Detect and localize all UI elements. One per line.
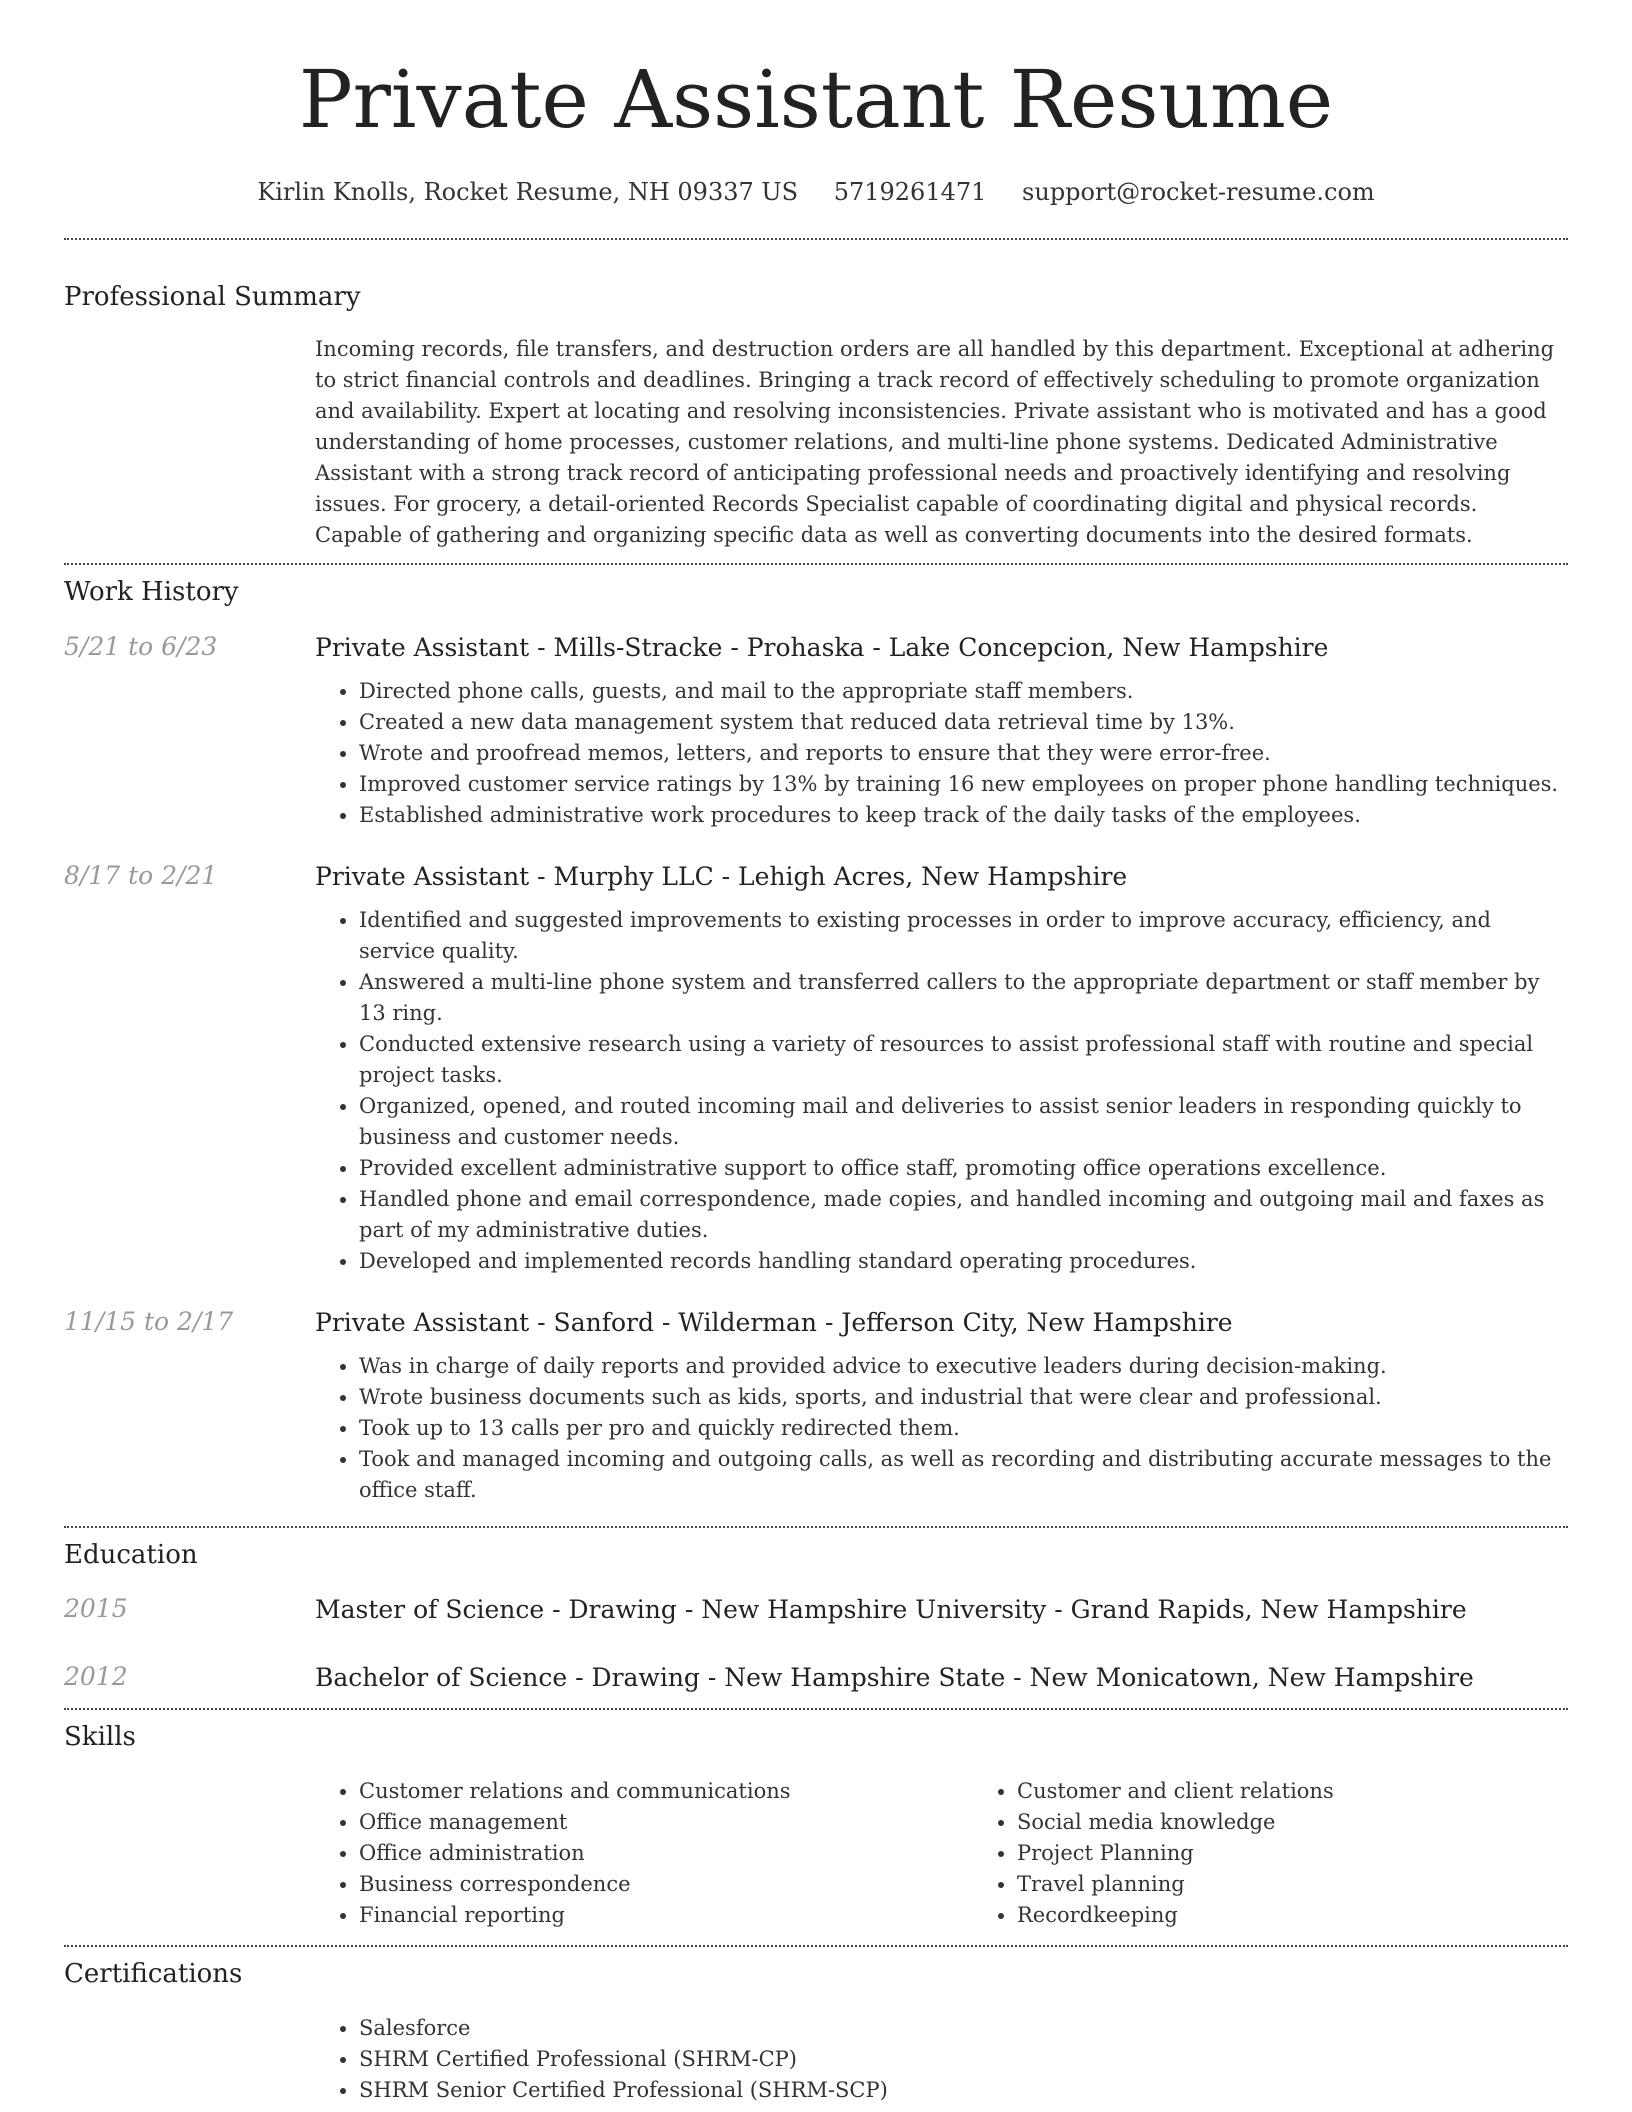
list-item: • Answered a multi-line phone system and transferred callers to the appropriate department or staff member by 13 ring. (359, 967, 1568, 1029)
job-bullets (315, 905, 1568, 1277)
list-item: • Wrote business documents such as kids, sports, and industrial that were clear and professional. (359, 1382, 1568, 1413)
list-item: • Improved customer service ratings by 13% by training 16 new employees on proper phone handling techniques. (359, 769, 1568, 800)
job-title: Private Assistant - Mills-Stracke - Prohaska - Lake Concepcion, New Hampshire (315, 633, 1329, 662)
certifications-list (315, 2013, 1568, 2106)
work-heading: Work History (64, 577, 239, 607)
skills-list-left (315, 1776, 973, 1931)
contact-phone: 5719261471 (833, 178, 987, 206)
contact-line (0, 178, 1632, 206)
contact-email: support@rocket-resume.com (1022, 178, 1375, 206)
summary-text: Incoming records, file transfers, and destruction orders are all handled by this department. Exceptional at adhering to strict financial controls and deadlines. Bringing a track record of effectively scheduling to promote organization and availability. Expert at locating and resolving inconsistencies. Private assistant who is motivated and has a good understanding of home processes, customer relations, and multi-line phone systems. Dedicated Administrative Assistant with a strong track record of anticipating professional needs and proactively identifying and resolving issues. For grocery, a detail-oriented Records Specialist capable of coordinating digital and physical records. Capable of gathering and organizing specific data as well as converting documents into the desired formats. (315, 337, 1555, 547)
skills-list-right (973, 1776, 1631, 1931)
certifications-heading: Certifications (64, 1959, 243, 1989)
list-item: • Created a new data management system that reduced data retrieval time by 13%. (359, 707, 1568, 738)
list-item: • Established administrative work procedures to keep track of the daily tasks of the employees. (359, 800, 1568, 831)
education-entry (64, 1662, 1568, 1694)
education-degree: Master of Science - Drawing - New Hampshire University - Grand Rapids, New Hampshire (315, 1595, 1467, 1624)
job-title: Private Assistant - Murphy LLC - Lehigh Acres, New Hampshire (315, 862, 1128, 891)
certifications-section (0, 1947, 1632, 2106)
education-entry (64, 1594, 1568, 1626)
list-item: • Project Planning (1017, 1838, 1631, 1869)
list-item: • Organized, opened, and routed incoming mail and deliveries to assist senior leaders in responding quickly to business and customer needs. (359, 1091, 1568, 1153)
list-item: • Directed phone calls, guests, and mail to the appropriate staff members. (359, 676, 1568, 707)
list-item: • Took and managed incoming and outgoing calls, as well as recording and distributing accurate messages to the office staff. (359, 1444, 1568, 1506)
job-dates: 11/15 to 2/17 (64, 1307, 234, 1336)
job-bullets (315, 1351, 1568, 1506)
job-entry (64, 1307, 1568, 1506)
education-year: 2015 (64, 1594, 128, 1623)
list-item: • Was in charge of daily reports and provided advice to executive leaders during decision-making. (359, 1351, 1568, 1382)
education-year: 2012 (64, 1662, 128, 1691)
job-bullets (315, 676, 1568, 831)
education-degree: Bachelor of Science - Drawing - New Hampshire State - New Monicatown, New Hampshire (315, 1663, 1474, 1692)
list-item: • SHRM Certified Professional (SHRM-CP) (359, 2044, 1568, 2075)
summary-section (0, 240, 1632, 551)
list-item: • Recordkeeping (1017, 1900, 1631, 1931)
list-item: • Took up to 13 calls per pro and quickly redirected them. (359, 1413, 1568, 1444)
list-item: • Wrote and proofread memos, letters, and reports to ensure that they were error-free. (359, 738, 1568, 769)
list-item: • Salesforce (359, 2013, 1568, 2044)
work-section (0, 565, 1632, 1506)
summary-heading: Professional Summary (64, 282, 361, 312)
page-title: Private Assistant Resume (298, 53, 1334, 146)
contact-address: Kirlin Knolls, Rocket Resume, NH 09337 US (257, 178, 799, 206)
list-item: • Office administration (359, 1838, 973, 1869)
list-item: • Customer and client relations (1017, 1776, 1631, 1807)
list-item: • Financial reporting (359, 1900, 973, 1931)
job-entry (64, 632, 1568, 831)
list-item: • Social media knowledge (1017, 1807, 1631, 1838)
list-item: • Provided excellent administrative support to office staff, promoting office operations excellence. (359, 1153, 1568, 1184)
job-entry (64, 861, 1568, 1277)
list-item: • Travel planning (1017, 1869, 1631, 1900)
list-item: • Business correspondence (359, 1869, 973, 1900)
education-section (0, 1528, 1632, 1694)
job-dates: 8/17 to 2/21 (64, 861, 218, 890)
list-item: • Office management (359, 1807, 973, 1838)
job-title: Private Assistant - Sanford - Wilderman - Jefferson City, New Hampshire (315, 1308, 1233, 1337)
education-heading: Education (64, 1540, 198, 1570)
skills-section (0, 1710, 1632, 1931)
list-item: • Customer relations and communications (359, 1776, 973, 1807)
list-item: • SHRM Senior Certified Professional (SHRM-SCP) (359, 2075, 1568, 2106)
skills-heading: Skills (64, 1722, 136, 1752)
list-item: • Developed and implemented records handling standard operating procedures. (359, 1246, 1568, 1277)
job-dates: 5/21 to 6/23 (64, 632, 218, 661)
list-item: • Identified and suggested improvements to existing processes in order to improve accuracy, efficiency, and service quality. (359, 905, 1568, 967)
list-item: • Conducted extensive research using a variety of resources to assist professional staff with routine and special project tasks. (359, 1029, 1568, 1091)
list-item: • Handled phone and email correspondence, made copies, and handled incoming and outgoing mail and faxes as part of my administrative duties. (359, 1184, 1568, 1246)
